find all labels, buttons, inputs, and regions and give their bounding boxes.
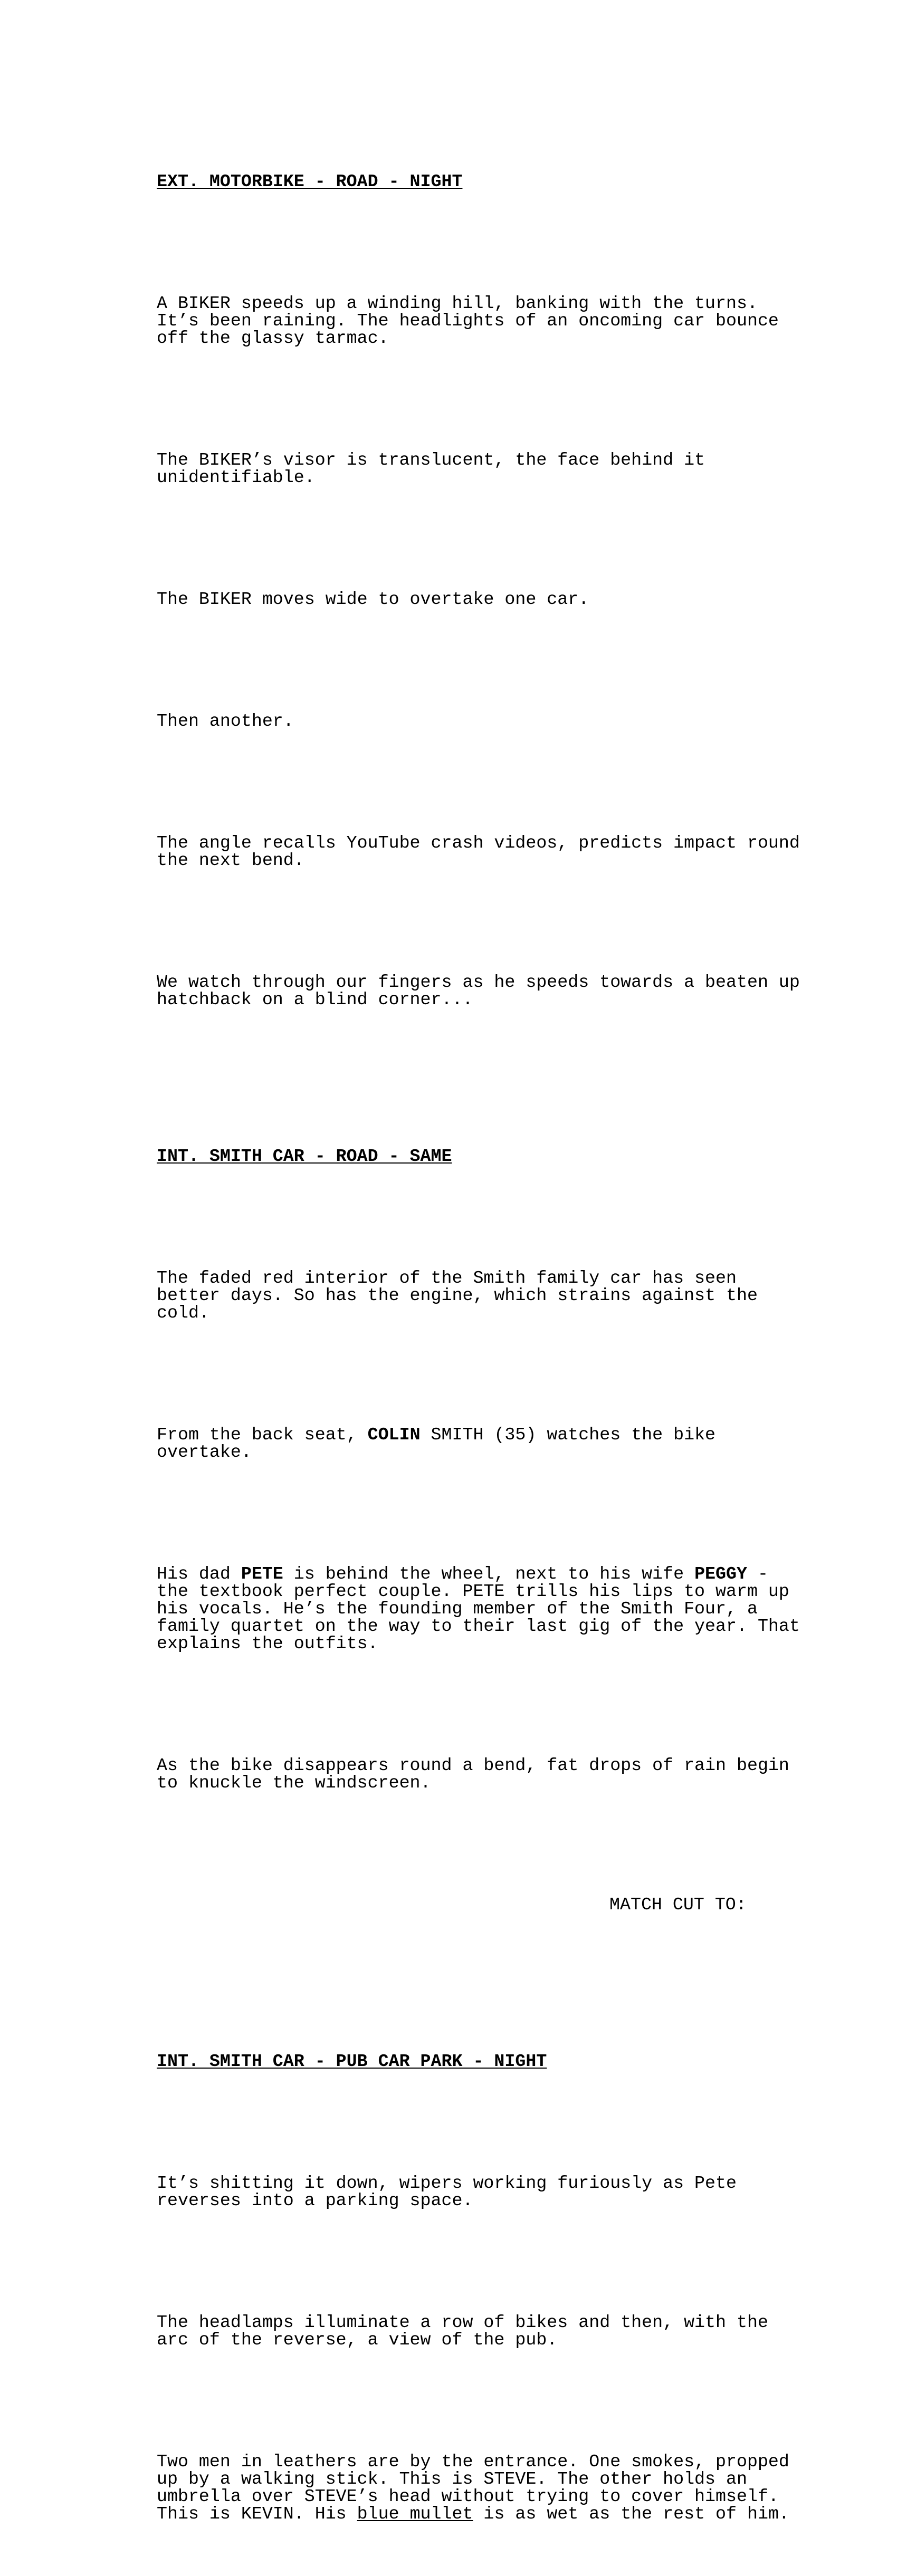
transition: MATCH CUT TO: xyxy=(609,1895,747,1915)
action-paragraph: It’s shitting it down, wipers working furiously as Pete reverses into a parking space. xyxy=(157,2173,737,2210)
character-intro: COLIN xyxy=(367,1425,421,1445)
character-intro: PEGGY xyxy=(694,1564,747,1584)
action-paragraph: Two men in leathers are by the entrance. One smokes, propped up by a walking stick. This is STEVE. The other holds an umbrella over STEVE’s head without trying to cover himself. This is KEVIN. His blue mullet is as wet as the rest of him. xyxy=(157,2452,789,2524)
action-paragraph: Then another. xyxy=(157,711,294,731)
action-paragraph: A BIKER speeds up a winding hill, banking with the turns. It’s been raining. The headlights of an oncoming car bounce off the glassy tarmac. xyxy=(157,293,779,348)
underlined-text: blue mullet xyxy=(357,2504,473,2524)
scene-heading: EXT. MOTORBIKE - ROAD - NIGHT xyxy=(157,171,463,191)
action-paragraph: The angle recalls YouTube crash videos, predicts impact round the next bend. xyxy=(157,833,800,870)
action-paragraph: The BIKER’s visor is translucent, the face behind it unidentifiable. xyxy=(157,450,705,487)
scene-heading: INT. SMITH CAR - ROAD - SAME xyxy=(157,1146,452,1166)
scene-heading: INT. SMITH CAR - PUB CAR PARK - NIGHT xyxy=(157,2051,547,2071)
action-paragraph: The faded red interior of the Smith family car has seen better days. So has the engine, which strains against the cold. xyxy=(157,1268,758,1323)
action-paragraph: We watch through our fingers as he speeds towards a beaten up hatchback on a blind corner... xyxy=(157,972,800,1010)
action-paragraph: The headlamps illuminate a row of bikes and then, with the arc of the reverse, a view of the pub. xyxy=(157,2312,768,2350)
action-paragraph: His dad PETE is behind the wheel, next to his wife PEGGY - the textbook perfect couple. PETE trills his lips to warm up his vocals. He’s the founding member of the Smith Four, a family quartet on the way to their last gig of the year. That explains the outfits. xyxy=(157,1564,800,1654)
script-body xyxy=(157,103,800,2575)
action-paragraph: As the bike disappears round a bend, fat drops of rain begin to knuckle the windscreen. xyxy=(157,1755,789,1793)
action-paragraph: The BIKER moves wide to overtake one car. xyxy=(157,589,589,609)
character-intro: PETE xyxy=(241,1564,283,1584)
action-paragraph: From the back seat, COLIN SMITH (35) watches the bike overtake. xyxy=(157,1425,716,1462)
